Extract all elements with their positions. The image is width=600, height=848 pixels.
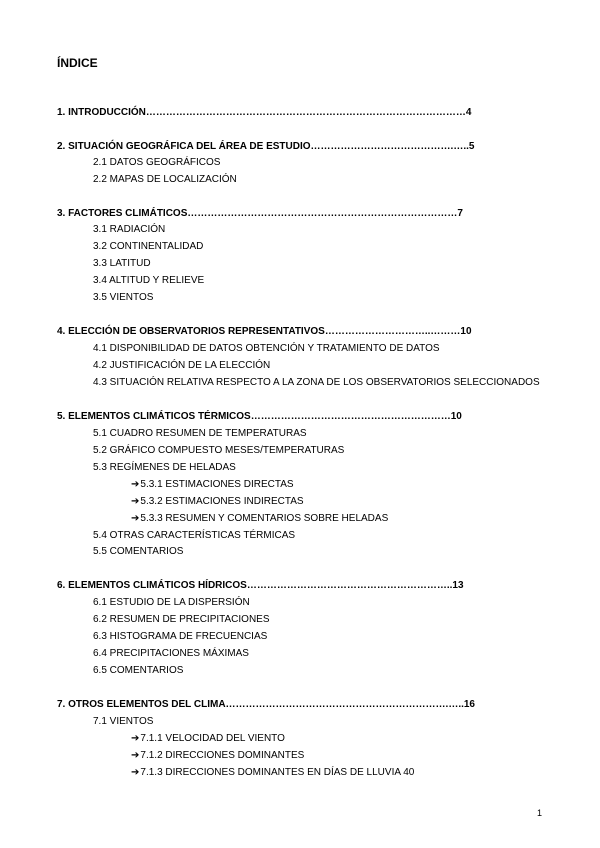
toc-subsection (93, 241, 203, 253)
toc-subsection (93, 614, 270, 626)
toc-subsection (93, 258, 151, 270)
toc-entry-text: 5.3 REGÍMENES DE HELADAS (93, 462, 236, 473)
toc-section-heading (57, 141, 474, 153)
toc-subsection (93, 224, 165, 236)
toc-subsection (93, 530, 295, 542)
toc-entry-text: 6.5 COMENTARIOS (93, 665, 184, 676)
toc-entry-text: 5.4 OTRAS CARACTERÍSTICAS TÉRMICAS (93, 530, 296, 541)
toc-entry-text: 3. FACTORES CLIMÁTICOS………………………………………………………………………7 (57, 208, 463, 219)
toc-entry-text: 1. INTRODUCCIÓN……………………………………………………………………………………4 (57, 107, 472, 118)
toc-entry-text: 2.2 MAPAS DE LOCALIZACIÓN (93, 174, 237, 185)
toc-entry-text: 5.3.2 ESTIMACIONES INDIRECTAS (140, 496, 304, 507)
toc-entry-text: 3.1 RADIACIÓN (93, 224, 166, 235)
toc-entry-text: 2.1 DATOS GEOGRÁFICOS (93, 157, 221, 168)
arrow-right-icon: ➔ (131, 479, 140, 490)
arrow-right-icon: ➔ (131, 496, 140, 507)
toc-section-heading (57, 107, 471, 119)
toc-section-heading (57, 411, 462, 423)
toc-entry-text: 6.4 PRECIPITACIONES MÁXIMAS (93, 648, 249, 659)
toc-subsection (93, 343, 440, 355)
toc-entry-text: 6.3 HISTOGRAMA DE FRECUENCIAS (93, 631, 268, 642)
arrow-right-icon: ➔ (131, 750, 140, 761)
toc-entry-text: 2. SITUACIÓN GEOGRÁFICA DEL ÁREA DE ESTUDIO…………………………………….…..5 (57, 141, 475, 152)
toc-subsection (93, 428, 307, 440)
toc-entry-text: 4.2 JUSTIFICACIÓN DE LA ELECCIÓN (93, 360, 271, 371)
toc-entry-text: 7. OTROS ELEMENTOS DEL CLIMA………………………………………………………….…..16 (57, 699, 475, 710)
toc-section-heading (57, 326, 472, 338)
toc-entry-text: 5. ELEMENTOS CLIMÁTICOS TÉRMICOS……………………………………………………10 (57, 411, 462, 422)
toc-entry-text: 5.5 COMENTARIOS (93, 546, 184, 557)
toc-entry-text: 5.3.1 ESTIMACIONES DIRECTAS (140, 479, 294, 490)
toc-subsection (93, 174, 237, 186)
toc-subsection (93, 360, 270, 372)
toc-entry-text: 3.3 LATITUD (93, 258, 151, 269)
toc-section-heading (57, 208, 463, 220)
toc-subsection (93, 275, 204, 287)
toc-section-heading (57, 699, 475, 711)
arrow-right-icon: ➔ (131, 767, 140, 778)
toc-entry-text: 7.1.1 VELOCIDAD DEL VIENTO (140, 733, 285, 744)
index-title: ÍNDICE (57, 56, 98, 70)
arrow-right-icon: ➔ (131, 733, 140, 744)
toc-subsubsection (131, 496, 304, 508)
toc-entry-text: 5.1 CUADRO RESUMEN DE TEMPERATURAS (93, 428, 307, 439)
toc-entry-text: 7.1 VIENTOS (93, 716, 154, 727)
toc-section-heading (57, 580, 464, 592)
page-number: 1 (537, 808, 543, 818)
toc-subsubsection (131, 767, 414, 779)
toc-entry-text: 6. ELEMENTOS CLIMÁTICOS HÍDRICOS……………………………………………………..13 (57, 580, 464, 591)
toc-entry-text: 7.1.3 DIRECCIONES DOMINANTES EN DÍAS DE LLUVIA 40 (140, 767, 415, 778)
toc-subsection (93, 157, 220, 169)
toc-entry-text: 3.4 ALTITUD Y RELIEVE (93, 275, 205, 286)
arrow-right-icon: ➔ (131, 513, 140, 524)
toc-entry-text: 3.2 CONTINENTALIDAD (93, 241, 204, 252)
toc-subsubsection (131, 513, 388, 525)
toc-entry-text: 5.2 GRÁFICO COMPUESTO MESES/TEMPERATURAS (93, 445, 345, 456)
toc-entry-text: 4. ELECCIÓN DE OBSERVATORIOS REPRESENTATIVOS…………………………..………10 (57, 326, 472, 337)
toc-entry-text: 3.5 VIENTOS (93, 292, 154, 303)
toc-subsection (93, 597, 250, 609)
toc-subsubsection (131, 733, 285, 745)
toc-subsection (93, 292, 153, 304)
toc-entry-text: 4.1 DISPONIBILIDAD DE DATOS OBTENCIÓN Y TRATAMIENTO DE DATOS (93, 343, 440, 354)
toc-subsection (93, 631, 267, 643)
toc-entry-text: 5.3.3 RESUMEN Y COMENTARIOS SOBRE HELADAS (140, 513, 389, 524)
toc-subsection (93, 445, 344, 457)
toc-subsection (93, 665, 183, 677)
toc-entry-text: 6.1 ESTUDIO DE LA DISPERSIÓN (93, 597, 250, 608)
toc-subsubsection (131, 750, 304, 762)
toc-entry-text: 4.3 SITUACIÓN RELATIVA RESPECTO A LA ZONA DE LOS OBSERVATORIOS SELECCIONADOS (93, 377, 540, 388)
toc-subsection (93, 716, 153, 728)
toc-subsection (93, 648, 249, 660)
toc-entry-text: 6.2 RESUMEN DE PRECIPITACIONES (93, 614, 270, 625)
toc-subsection (93, 462, 236, 474)
toc-subsubsection (131, 479, 294, 491)
toc-entry-text: 7.1.2 DIRECCIONES DOMINANTES (140, 750, 305, 761)
toc-subsection (93, 546, 183, 558)
toc-subsection (93, 377, 540, 389)
